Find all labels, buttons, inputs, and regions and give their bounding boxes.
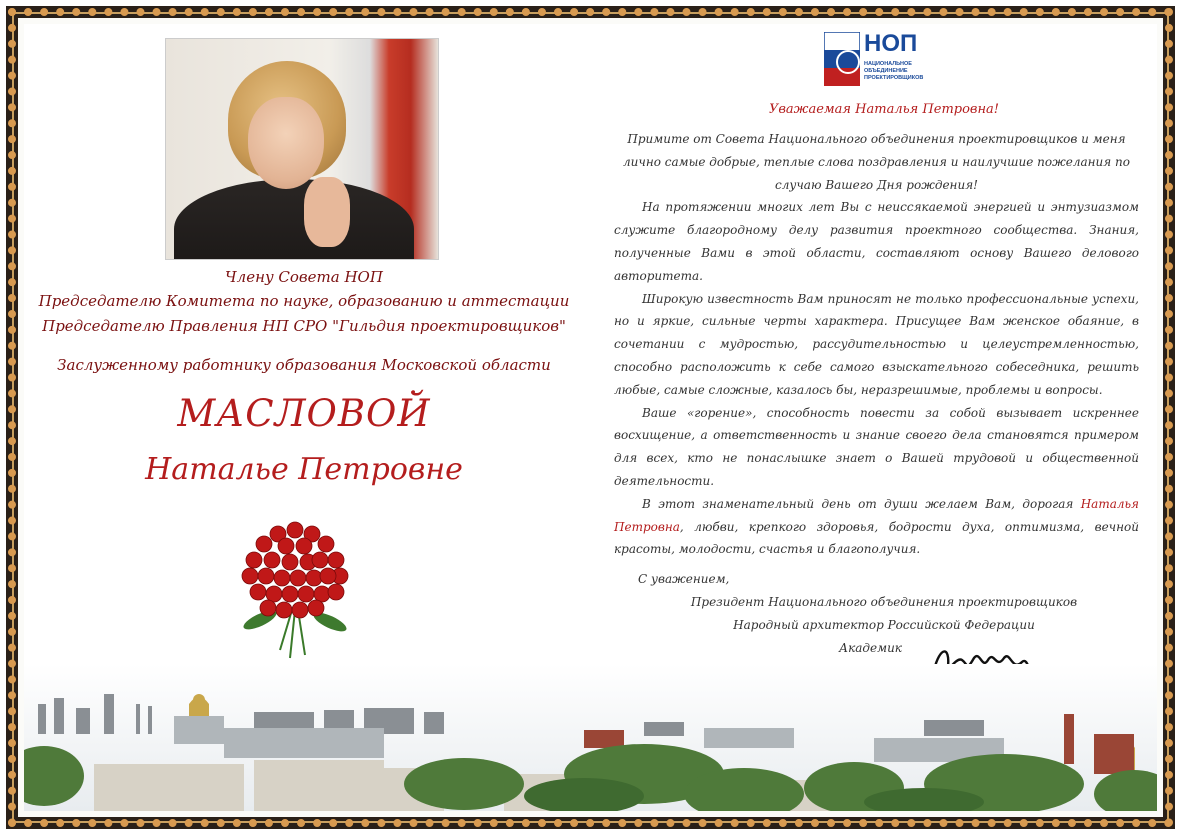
recipient-surname: МАСЛОВОЙ [177,392,431,435]
letter-paragraph-5: В этот знаменательный день от души желаем Вам, дорогая Наталья Петровна, любви, крепкого здоровья, бодрости духа, оптимизма, вечной красоты, молодости, счастья и благополучия. [614,496,1139,557]
title-line-council-member: Члену Совета НОП [225,268,383,286]
signature-title-president: Президент Национального объединения проектировщиков [690,595,1078,609]
signature-title-architect: Народный архитектор Российской Федерации [733,618,1035,632]
letter-paragraph-4: Ваше «горение», способность повести за собой вызывает искреннее восхищение, а ответственность и знание своего дела становятся примером для всех, кто не понаслышке знает о Вашей трудовой и общественной деятельности. [614,405,1139,488]
signature-block [614,568,1154,660]
recipient-given-name: Наталье Петровне [145,452,463,487]
letter-paragraph-1: Примите от Совета Национального объединения проектировщиков и меня лично самые добрые, теплые слова поздравления и наилучшие пожелания по случаю Вашего Дня рождения! [622,132,1130,192]
logo-abbreviation: НОП [864,30,918,57]
certificate-page [24,24,1157,811]
title-line-honored-worker: Заслуженному работнику образования Московской области [57,356,551,374]
title-line-board-chair: Председателю Правления НП СРО "Гильдия проектировщиков" [42,317,566,335]
title-line-committee-chair: Председателю Комитета по науке, образованию и аттестации [38,292,570,310]
nop-logo [824,30,924,92]
signature-regards: С уважением, [638,572,730,586]
portrait-photo [165,38,439,260]
logo-subtitle: НАЦИОНАЛЬНОЕ ОБЪЕДИНЕНИЕ ПРОЕКТИРОВЩИКОВ [864,61,924,81]
moscow-skyline-image [24,664,1157,811]
letter-paragraph-3: Широкую известность Вам приносят не только профессиональные успехи, но и яркие, сильные черты характера. Присущее Вам женское обаяние, в сочетании с мудростью, рассудительностью и целеустремленностью, способно расположить к себе самого взыскательного собеседника, решить любые, самые сложные, казалось бы, неразрешимые, проблемы и вопросы. [614,291,1139,397]
letter-greeting: Уважаемая Наталья Петровна! [768,102,1000,117]
letter-body [614,128,1139,561]
letter-paragraph-2: На протяжении многих лет Вы с неиссякаемой энергией и энтузиазмом служите благородному делу развития проектного сообщества. Знания, полученные Вами в этой области, составляют основу Вашего делового авторитета. [614,200,1139,283]
nop-logo-mark-icon [824,32,860,86]
rose-bouquet-image [220,510,370,660]
letter-recipient-name: Наталья Петровна [614,496,1139,534]
signature-title-academician: Академик [839,641,902,655]
